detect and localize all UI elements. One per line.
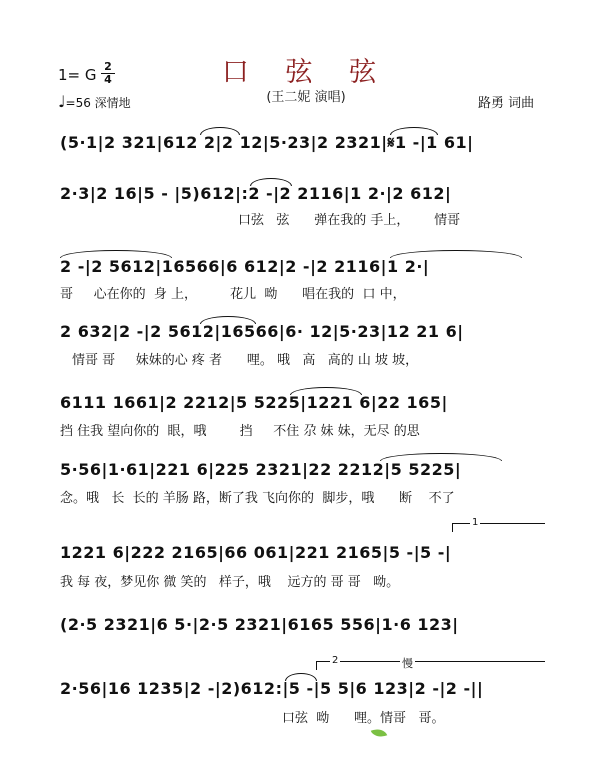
notation-row: (5·1|2 321|612 2|2 12|5·23|2 2321|𝄋1 -|1 61| [60, 133, 474, 152]
slur-mark [200, 127, 240, 135]
leaf-icon [371, 726, 388, 740]
slur-mark [290, 387, 362, 395]
volta-label-1: 1 [472, 517, 479, 528]
notation-row: 2 632|2 -|2 5612|16566|6· 12|5·23|12 21 6| [60, 322, 464, 341]
notation-row: 2·56|16 1235|2 -|2)612:|5 -|5 5|6 123|2 -|2 -|| [60, 679, 484, 698]
tempo-text: =56 深情地 [65, 96, 131, 110]
notation-row: 2·3|2 16|5 - |5)612|:2 -|2 2116|1 2·|2 612| [60, 184, 452, 203]
lyric-line: 挡 住我 望向你的 眼，哦 挡 不住 尕 妹 妹，无尽 的思 [60, 424, 420, 439]
volta-bracket-1 [452, 523, 545, 532]
slur-mark [380, 453, 502, 461]
slur-mark [250, 178, 292, 186]
notation-row: 1221 6|222 2165|66 061|221 2165|5 -|5 -| [60, 543, 452, 562]
tempo-marking [58, 92, 131, 111]
notation-row: (2·5 2321|6 5·|2·5 2321|6165 556|1·6 123| [60, 615, 459, 634]
quarter-note-icon: ♩ [58, 92, 66, 111]
slur-mark [60, 250, 172, 258]
song-title: 口 弦 弦 [221, 57, 391, 88]
notation-row: 5·56|1·61|221 6|225 2321|22 2212|5 5225| [60, 460, 462, 479]
slur-mark [285, 673, 317, 681]
author-credit: 路勇 词曲 [478, 96, 535, 111]
song-subtitle: (王二妮 演唱) [266, 90, 346, 105]
time-signature [101, 61, 115, 86]
key-signature: 1= G [58, 66, 97, 84]
lyric-line: 口弦 弦 弹在我的 手上， 情哥 [238, 213, 461, 228]
volta-label-2: 2 [332, 655, 339, 666]
lyric-line: 情哥 哥 妹妹的心 疼 者 哩。 哦 高 高的 山 坡 坡， [72, 353, 419, 368]
tempo-change-marking: 慢 [402, 657, 413, 670]
lyric-line: 口弦 呦 哩。情哥 哥。 [282, 711, 445, 726]
time-numerator: 2 [101, 61, 115, 74]
slur-mark [390, 127, 438, 135]
notation-row: 6111 1661|2 2212|5 5225|1221 6|22 165| [60, 393, 448, 412]
notation-row: 2 -|2 5612|16566|6 612|2 -|2 2116|1 2·| [60, 257, 430, 276]
time-denominator: 4 [104, 73, 112, 86]
lyric-line: 念。哦 长 长的 羊肠 路，断了我 飞向你的 脚步，哦 断 不了 [60, 491, 455, 506]
lyric-line: 我 每 夜，梦见你 微 笑的 样子，哦 远方的 哥 哥 呦。 [60, 575, 400, 590]
slur-mark [390, 250, 522, 258]
volta-bracket-2 [316, 661, 545, 670]
slur-mark [200, 316, 256, 324]
lyric-line: 哥 心在你的 身 上， 花儿 呦 唱在我的 口 中， [60, 287, 406, 302]
